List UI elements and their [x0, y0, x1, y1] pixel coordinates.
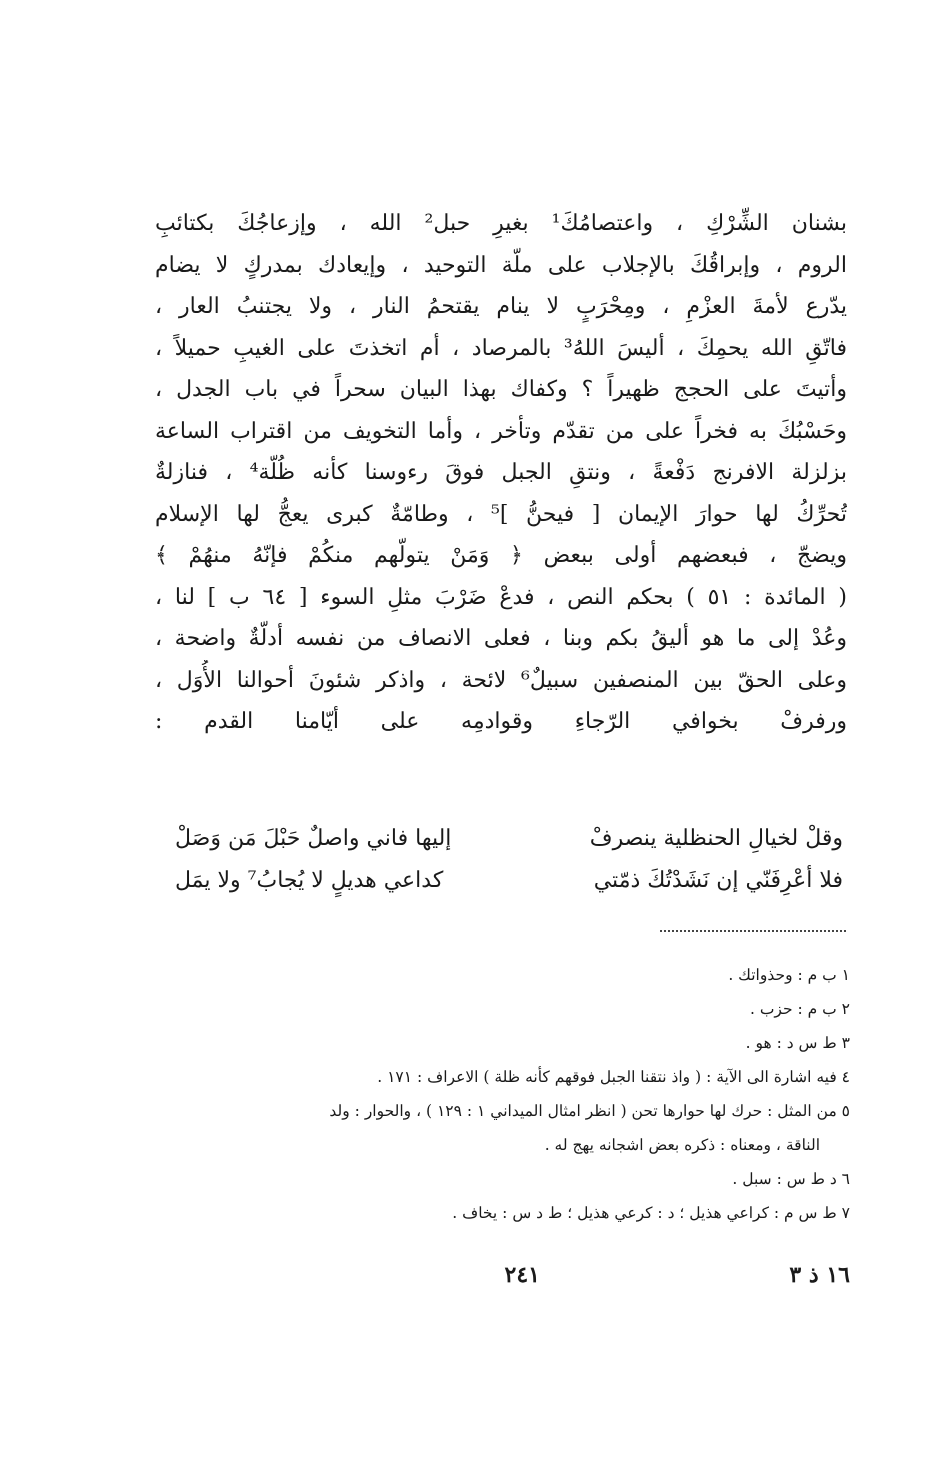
footnote: ٣ ط س د : هو . [745, 1034, 850, 1052]
text-line: بشنان الشِّرْكِ ، واعتصامُكَ¹ بغيرِ حبل² الله ، وإزعاجُكَ بكتائبِ [155, 211, 847, 236]
verse-second-hemistich: كداعي هديلٍ لا يُجابُ⁷ ولا يمَل [175, 868, 444, 893]
text-line: ( المائدة : ٥١ ) بحكم النص ، فدعْ ضَرْبَ مثلِ السوء [ ٦٤ ب ] لنا ، [155, 584, 847, 610]
poem-verses [175, 818, 843, 902]
text-line: تُحرِّكُ لها حوارَ الإيمان [ فيحنُّ ]⁵ ، وطامّةٌ كبرى يعجُّ لها الإسلام [155, 501, 847, 527]
footnote: ٦ د ط س : سبل . [732, 1170, 850, 1188]
text-line: وعُدْ إلى ما هو أليقُ بكم وبنا ، فعلى الانصاف من نفسه أدلّةٌ واضحة ، [155, 626, 847, 651]
text-line: الروم ، وإبراقُكَ بالإجلاب على ملّة التوحيد ، وإيعادك بمدركٍ لا يضام [155, 252, 847, 278]
text-line: فاتّقِ الله يحمِكَ ، أليسَ اللهُ³ بالمرصاد ، أم اتخذتَ على الغيبِ حميلاً ، [155, 335, 847, 361]
body-text [155, 203, 847, 743]
text-line: وحَسْبُكَ به فخراً على من تقدّم وتأخر ، وأما التخويف من اقتراب الساعة [155, 418, 847, 444]
text-line: ورفرفْ بخوافي الرّجاءِ وقوادمِه على أيّامنا القدم : [155, 709, 847, 734]
footnote-continuation: الناقة ، ومعناه : ذكره بعض اشجانه يهج له . [544, 1136, 820, 1154]
footnote: ٧ ط س م : كراعي هذيل ؛ د : كرعي هذيل ؛ ط د س : يخاف . [452, 1204, 850, 1222]
verse-line [175, 818, 843, 860]
footnote: ٥ من المثل : حرك لها حوارها تحن ( انظر امثال الميداني ١ : ١٢٩ ) ، والحوار : ولد [329, 1102, 850, 1120]
text-line: ويضجّ ، فبعضهم أولى ببعض ﴿ وَمَنْ يتولّهم منكُمْ فإنّهُ منهُمْ ﴾ [155, 543, 847, 568]
verse-line [175, 860, 843, 902]
footnote: ١ ب م : وحذواتك . [728, 966, 850, 984]
verse-second-hemistich: إليها فاني واصلٌ حَبْلَ مَن وَصَلْ [175, 826, 452, 851]
text-line: وأتيتَ على الحجج ظهيراً ؟ وكفاك بهذا البيان سحراً في باب الجدل ، [155, 377, 847, 402]
verse-first-hemistich: وقلْ لخيالِ الحنظلية ينصرفْ [589, 826, 843, 851]
verse-first-hemistich: فلا أعْرِفَنّي إن نَشَدْتُكَ ذمّتي [593, 868, 843, 893]
page-number: ٢٤١ [504, 1262, 540, 1288]
footnote: ٢ ب م : حزب . [749, 1000, 850, 1018]
text-line: وعلى الحقّ بين المنصفين سبيلٌ⁶ لائحة ، واذكر شئونَ أحوالنا الأُوَل ، [155, 667, 847, 693]
footnote-separator [660, 930, 846, 932]
text-line: بزلزلة الافرنج دَفْعةً ، ونتقِ الجبل فوقَ رءوسنا كأنه ظُلّة⁴ ، فنازلةٌ [155, 460, 847, 485]
signature-mark: ١٦ ذ ٣ [789, 1262, 850, 1288]
footnotes [160, 958, 850, 1230]
text-line: يدّرع لأمةَ العزْمِ ، ومِحْرَبٍ لا ينام يقتحمُ النار ، ولا يجتنبُ العار ، [155, 294, 847, 319]
footnote: ٤ فيه اشارة الى الآية : ( واذ نتقنا الجبل فوقهم كأنه ظلة ) الاعراف : ١٧١ . [377, 1068, 850, 1086]
